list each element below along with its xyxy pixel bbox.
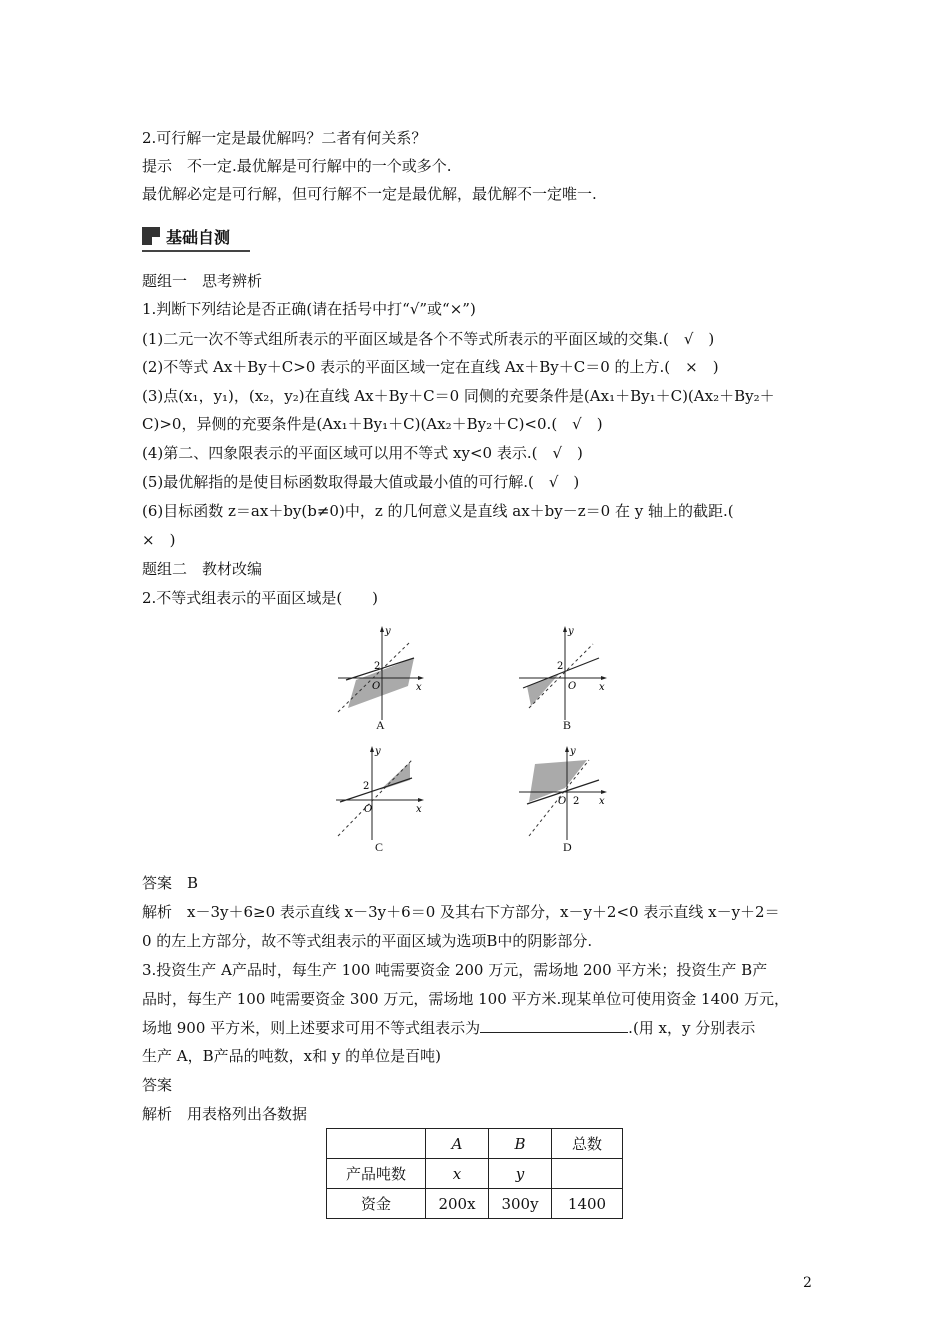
y-axis-arrow-b <box>563 626 567 632</box>
solid-boundary-c <box>340 778 412 802</box>
group2-title: 题组二 教材改编 <box>142 560 263 578</box>
origin-c: O <box>364 804 373 815</box>
table-cell: A <box>426 1129 489 1159</box>
table-cell <box>552 1159 623 1189</box>
analysis-3: 解析 用表格列出各数据 <box>142 1105 308 1123</box>
table-cell: 总数 <box>552 1129 623 1159</box>
origin-b: O <box>568 681 577 692</box>
figure-label-a: A <box>376 718 385 732</box>
y-axis-arrow-d <box>565 746 569 752</box>
y-axis-arrow-c <box>370 746 374 752</box>
heading-block-icon <box>142 227 160 245</box>
figure-label-d: D <box>563 840 572 854</box>
tick-2-b: 2 <box>557 661 564 672</box>
statement-4: (4)第二、四象限表示的平面区域可以用不等式 xy<0 表示.( √ ) <box>142 444 583 462</box>
y-label-d: y <box>570 746 576 757</box>
table-cell: 200x <box>426 1189 489 1219</box>
y-label-a: y <box>385 626 391 637</box>
tick-2-d: 2 <box>573 796 580 807</box>
table-row <box>327 1159 623 1189</box>
origin-d: O <box>558 796 567 807</box>
heading-underline <box>142 250 250 252</box>
x-axis-arrow-c <box>418 798 424 802</box>
analysis-2a: 解析 x－3y＋6≥0 表示直线 x－3y＋6＝0 及其右下方部分，x－y＋2<0 表示直线 x－y＋2＝ <box>142 903 780 921</box>
table-cell: 300y <box>489 1189 552 1219</box>
table-cell: 1400 <box>552 1189 623 1219</box>
statement-3b: C)>0，异侧的充要条件是(Ax₁＋By₁＋C)(Ax₂＋By₂＋C)<0.( √ ) <box>142 415 603 433</box>
table-row <box>327 1189 623 1219</box>
table-cell: y <box>489 1159 552 1189</box>
x-axis-arrow-d <box>601 790 607 794</box>
table-cell: 产品吨数 <box>327 1159 426 1189</box>
question-3c-post: .(用 x，y 分别表示 <box>628 1019 756 1037</box>
statement-5: (5)最优解指的是使目标函数取得最大值或最小值的可行解.( √ ) <box>142 473 580 491</box>
table-cell: x <box>426 1159 489 1189</box>
figure-c <box>330 740 440 855</box>
question-3a: 3.投资生产 A产品时，每生产 100 吨需要资金 200 万元，需场地 200 平方米；投资生产 B产 <box>142 961 768 979</box>
group1-question: 1.判断下列结论是否正确(请在括号中打“√”或“×”) <box>142 300 476 318</box>
data-table <box>326 1128 623 1219</box>
x-label-d: x <box>599 796 605 807</box>
table-cell <box>327 1129 426 1159</box>
statement-6b: × ) <box>142 531 176 549</box>
x-axis-arrow-b <box>601 676 607 680</box>
tick-2-c: 2 <box>363 781 370 792</box>
y-axis-arrow-a <box>380 626 384 632</box>
section-heading <box>142 222 250 252</box>
statement-1: (1)二元一次不等式组所表示的平面区域是各个不等式所表示的平面区域的交集.( √ ) <box>142 330 715 348</box>
y-label-b: y <box>568 626 574 637</box>
answer-3: 答案 <box>142 1076 173 1094</box>
statement-2: (2)不等式 Ax＋By＋C>0 表示的平面区域一定在直线 Ax＋By＋C＝0 的上方.( × ) <box>142 358 719 376</box>
table-cell: 资金 <box>327 1189 426 1219</box>
question-3c <box>142 1018 755 1038</box>
hint-text-2: 最优解必定是可行解，但可行解不一定是最优解，最优解不一定唯一. <box>142 185 597 203</box>
answer-blank[interactable] <box>480 1018 628 1033</box>
shaded-region-a <box>348 658 414 708</box>
section-title: 基础自测 <box>166 228 231 247</box>
x-axis-arrow-a <box>418 676 424 680</box>
question-3b: 品时，每生产 100 吨需要资金 300 万元，需场地 100 平方米.现某单位可使用资金 1400 万元， <box>142 990 789 1008</box>
x-label-a: x <box>416 682 422 693</box>
statement-3a: (3)点(x₁，y₁)，(x₂，y₂)在直线 Ax＋By＋C＝0 同侧的充要条件是(Ax₁＋By₁＋C)(Ax₂＋By₂＋ <box>142 387 775 405</box>
x-label-c: x <box>416 804 422 815</box>
question-3d: 生产 A，B产品的吨数，x和 y 的单位是百吨) <box>142 1047 441 1065</box>
figure-label-b: B <box>563 718 572 732</box>
figure-d <box>513 740 623 855</box>
figure-a <box>330 620 440 735</box>
x-label-b: x <box>599 682 605 693</box>
dashed-boundary-c <box>338 760 412 836</box>
answer-2: 答案 B <box>142 874 199 892</box>
analysis-2b: 0 的左上方部分，故不等式组表示的平面区域为选项B中的阴影部分. <box>142 932 593 950</box>
page-number: 2 <box>803 1275 812 1291</box>
question-3c-pre: 场地 900 平方米，则上述要求可用不等式组表示为 <box>142 1019 481 1037</box>
group1-title: 题组一 思考辨析 <box>142 272 263 290</box>
y-label-c: y <box>375 746 381 757</box>
dashed-boundary-b <box>529 644 593 708</box>
figure-label-c: C <box>375 840 384 854</box>
statement-6a: (6)目标函数 z＝ax＋by(b≠0)中，z 的几何意义是直线 ax＋by－z＝0 在 y 轴上的截距.( <box>142 502 734 520</box>
origin-a: O <box>372 681 381 692</box>
table-cell: B <box>489 1129 552 1159</box>
hint-text: 提示 不一定.最优解是可行解中的一个或多个. <box>142 157 452 175</box>
table-header-row <box>327 1129 623 1159</box>
group2-question-2: 2.不等式组表示的平面区域是( ) <box>142 589 379 607</box>
shaded-region-b <box>527 674 559 706</box>
question-2-intro: 2.可行解一定是最优解吗？二者有何关系？ <box>142 129 427 147</box>
tick-2-a: 2 <box>374 661 381 672</box>
